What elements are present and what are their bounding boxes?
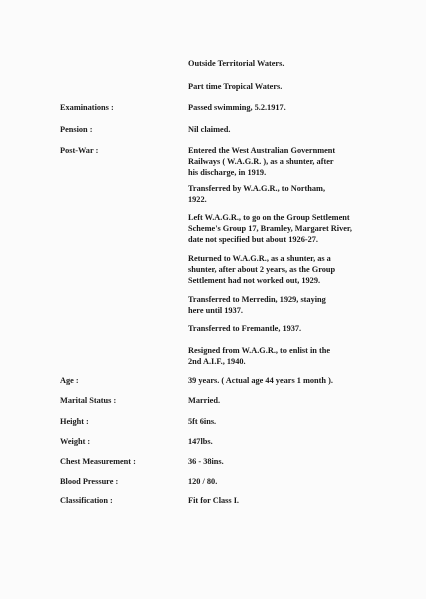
blood-pressure-label: Blood Pressure :: [60, 477, 119, 486]
blood-pressure-value: 120 / 80.: [188, 477, 218, 486]
post-war-paragraph-4: Returned to W.A.G.R., as a shunter, as a shunter, after about 2 years, as the Group Settlement had not worked out, 1929.: [188, 254, 336, 285]
post-war-paragraph-3: Left W.A.G.R., to go on the Group Settlement Scheme's Group 17, Bramley, Margaret River, date not specified but about 1926-27.: [188, 213, 352, 244]
weight-label: Weight :: [60, 437, 91, 446]
continuation-line-1: Outside Territorial Waters.: [188, 59, 285, 68]
age-label: Age :: [60, 376, 79, 385]
post-war-label: Post-War :: [60, 146, 99, 155]
post-war-paragraph-1: Entered the West Australian Government Railways ( W.A.G.R. ), as a shunter, after his discharge, in 1919.: [188, 146, 336, 177]
post-war-paragraph-5: Transferred to Merredin, 1929, staying here until 1937.: [188, 295, 326, 315]
pension-value: Nil claimed.: [188, 125, 231, 134]
post-war-paragraph-7: Resigned from W.A.G.R., to enlist in the 2nd A.I.F., 1940.: [188, 346, 331, 366]
height-label: Height :: [60, 417, 89, 426]
examinations-label: Examinations :: [60, 103, 114, 112]
weight-value: 147lbs.: [188, 437, 213, 446]
height-value: 5ft 6ins.: [188, 417, 217, 426]
marital-status-label: Marital Status :: [60, 396, 117, 405]
post-war-paragraph-2: Transferred by W.A.G.R., to Northam, 1922.: [188, 184, 326, 204]
chest-measurement-label: Chest Measurement :: [60, 457, 136, 466]
marital-status-value: Married.: [188, 396, 221, 405]
classification-label: Classification :: [60, 496, 113, 505]
pension-label: Pension :: [60, 125, 93, 134]
chest-measurement-value: 36 - 38ins.: [188, 457, 224, 466]
continuation-line-2: Part time Tropical Waters.: [188, 82, 283, 91]
classification-value: Fit for Class I.: [188, 496, 240, 505]
examinations-value: Passed swimming, 5.2.1917.: [188, 103, 286, 112]
post-war-paragraph-6: Transferred to Fremantle, 1937.: [188, 324, 302, 333]
age-value: 39 years. ( Actual age 44 years 1 month ).: [188, 376, 333, 385]
